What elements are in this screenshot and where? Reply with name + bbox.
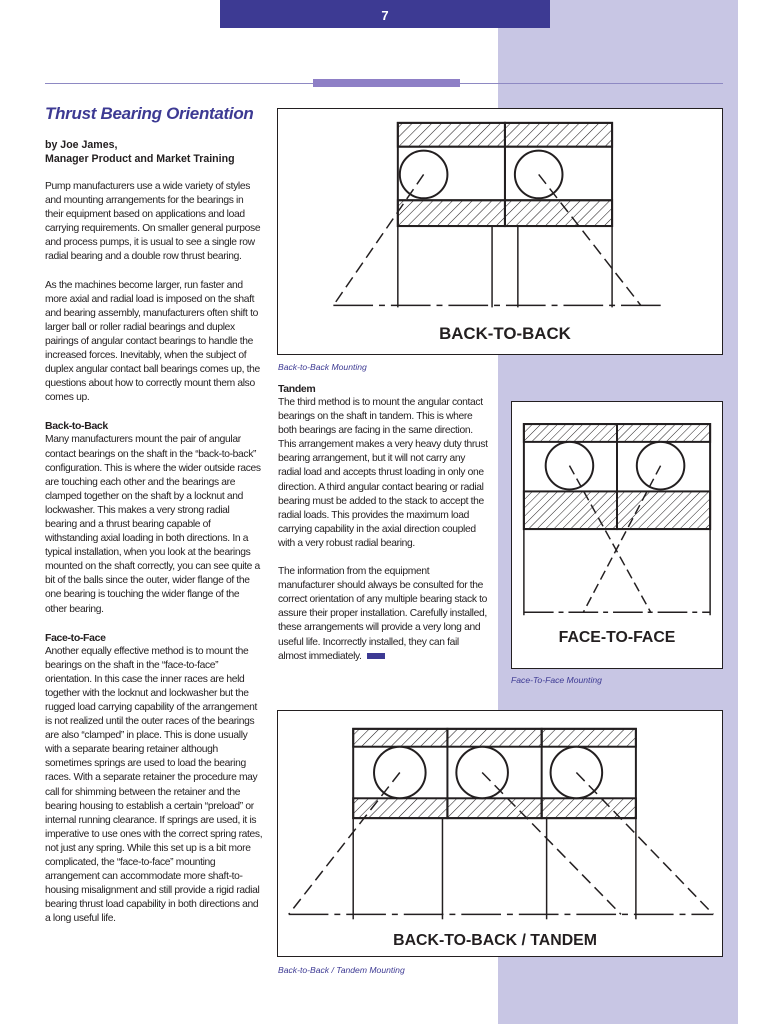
- article-title: Thrust Bearing Orientation: [45, 104, 254, 123]
- back-to-back-heading: Back-to-Back: [45, 420, 108, 433]
- back-to-back-tandem-diagram: [278, 711, 722, 956]
- intro-paragraph-1: Pump manufacturers use a wide variety of styles and mounting arrangements for the bearings in their equipment based on applications and load carrying requirements. On smaller general purpose and process pumps, it is usual to see a single row radial bearing and a double row thrust bearing.: [45, 181, 261, 263]
- closing-text: The information from the equipment manufacturer should always be consulted for the correct orientation of any multiple bearing stack to assure their proper installation. Carefully installed, these arrangements will provide a very long and useful life. Incorrectly installed, they can fail almost immediately.: [278, 566, 488, 662]
- back-to-back-diagram: [278, 109, 722, 354]
- end-mark: [367, 653, 385, 659]
- face-to-face-paragraph: Another equally effective method is to mount the bearings on the shaft in the “face-to-face” orientation. In this case the inner races are held together with the locknut and lockwasher but the rugged load carrying capability of the arrangement is not realized until the outer races of the bearings are also “clamped” in place. This is done usually with a separate bearing retainer although sometimes springs are used to load the bearing races. With a separate retainer the procedure may call for shimming between the retainer and the bearing housing to establish a certain “preload” or internal running clearance. If springs are used, it is imperative to use ones with the correct spring rates, not just any spring. While this set up is a bit more complicated, the “face-to-face” mounting arrangement can accommodate more shaft-to-housing misalignment and still provide a rigid radial bearing thrust load capability in both directions and a long useful life.: [45, 645, 263, 925]
- face-to-face-diagram: [512, 402, 722, 668]
- figure-back-to-back-tandem: [277, 710, 723, 957]
- page-number: 7: [381, 8, 389, 23]
- caption-back-to-back-tandem: Back-to-Back / Tandem Mounting: [278, 965, 405, 975]
- back-to-back-paragraph: Many manufacturers mount the pair of angular contact bearings on the shaft in the “back-to-back” configuration. This is where the wider outside races are touching each other and the bearings are clamped together on the shaft by a locknut and lockwasher. This makes a very strong radial bearing and a thrust bearing capable of withstanding axial loading in both directions. In a typical installation, when you look at the bearings mounted on the shaft correctly, you can see quite a bit of the balls since the outer, wider flange of the one bearing is touching the wider flange of the other bearing.: [45, 434, 261, 615]
- bearing-left: [398, 123, 505, 226]
- left-column: [45, 180, 263, 941]
- header-rule-accent: [313, 79, 460, 87]
- tandem-heading: Tandem: [278, 383, 316, 395]
- figure-back-to-back: [277, 108, 723, 355]
- caption-face-to-face: Face-To-Face Mounting: [511, 675, 602, 685]
- author-role: Manager Product and Market Training: [45, 153, 235, 165]
- closing-paragraph: [278, 565, 488, 664]
- figure-face-to-face: [511, 401, 723, 669]
- caption-back-to-back: Back-to-Back Mounting: [278, 362, 367, 372]
- page-number-tab: [220, 0, 550, 28]
- diagram-label-back-to-back: BACK-TO-BACK: [439, 324, 571, 344]
- middle-column: [278, 382, 488, 678]
- author-name: by Joe James,: [45, 139, 118, 151]
- intro-paragraph-2: As the machines become larger, run faster and more axial and radial load is imposed on the shaft and bearing assembly, manufacturers often shift to larger ball or roller radial bearings and duplex pairings of angular contact bearings to handle the increased forces. Inevitably, when the subject of duplex angular contact ball bearings comes up, the questions about how to correctly mount them also comes up.: [45, 279, 260, 404]
- diagram-label-face-to-face: FACE-TO-FACE: [558, 628, 676, 646]
- face-to-face-heading: Face-to-Face: [45, 631, 106, 644]
- byline: [45, 138, 235, 166]
- diagram-label-back-to-back-tandem: BACK-TO-BACK / TANDEM: [393, 932, 597, 950]
- tandem-paragraph: The third method is to mount the angular contact bearings on the shaft in tandem. This is where both bearings are facing in the same direction. This arrangement makes a very heavy duty thrust bearing arrangement, but it will not carry any radial load and accepts thrust loading in only one direction. A third angular contact bearing or radial bearing must be added to the stack to accept the radial loads. This provides the maximum load carrying capability in the axial direction coupled with a very robust radial bearing.: [278, 397, 488, 549]
- bearing-right: [505, 123, 612, 226]
